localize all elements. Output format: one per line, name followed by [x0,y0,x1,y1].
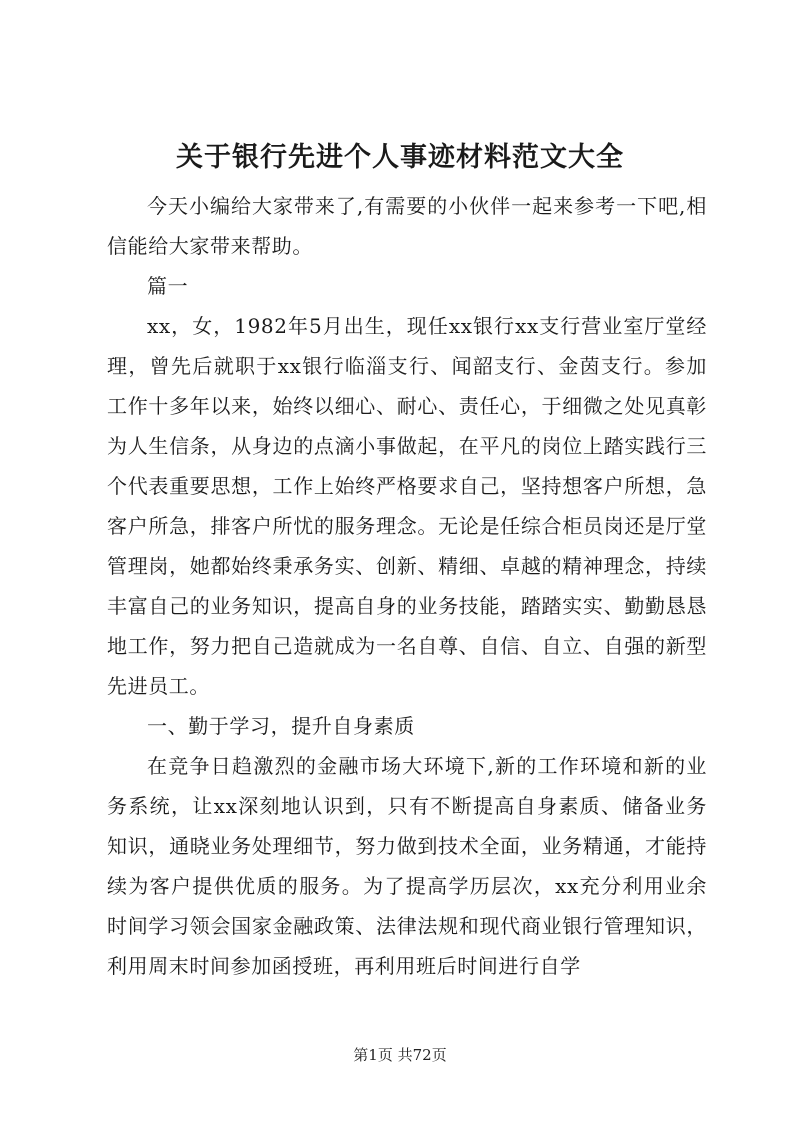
section-label-part-one: 篇一 [147,274,189,298]
section-heading-study: 一、勤于学习，提升自身素质 [147,714,415,738]
study-paragraph: 在竞争日趋激烈的金融市场大环境下,新的工作环境和新的业务系统，让xx深刻地认识到，只有不断提高自身素质、储备业务知识，通晓业务处理细节，努力做到技术全面，业务精通，才能持续为客户提供优质的服务。为了提高学历层次，xx充分利用业余时间学习领会国家金融政策、法律法规和现代商业银行管理知识，利用周末时间参加函授班，再利用班后时间进行自学 [107,754,707,978]
profile-paragraph: xx，女，1982年5月出生，现任xx银行xx支行营业室厅堂经理，曾先后就职于xx银行临淄支行、闻韶支行、金茵支行。参加工作十多年以来，始终以细心、耐心、责任心，于细微之处见真彰为人生信条，从身边的点滴小事做起，在平凡的岗位上踏实践行三个代表重要思想，工作上始终严格要求自己，坚持想客户所想，急客户所急，排客户所忧的服务理念。无论是任综合柜员岗还是厅堂管理岗，她都始终秉承务实、创新、精细、卓越的精神理念，持续丰富自己的业务知识，提高自身的业务技能，踏踏实实、勤勤恳恳地工作，努力把自己造就成为一名自尊、自信、自立、自强的新型先进员工。 [107,314,707,698]
document-body [107,186,707,986]
document-title: 关于银行先进个人事迹材料范文大全 [176,142,624,173]
page-footer: 第1页 共72页 [353,1046,447,1064]
intro-paragraph: 今天小编给大家带来了,有需要的小伙伴一起来参考一下吧,相信能给大家带来帮助。 [107,194,707,258]
